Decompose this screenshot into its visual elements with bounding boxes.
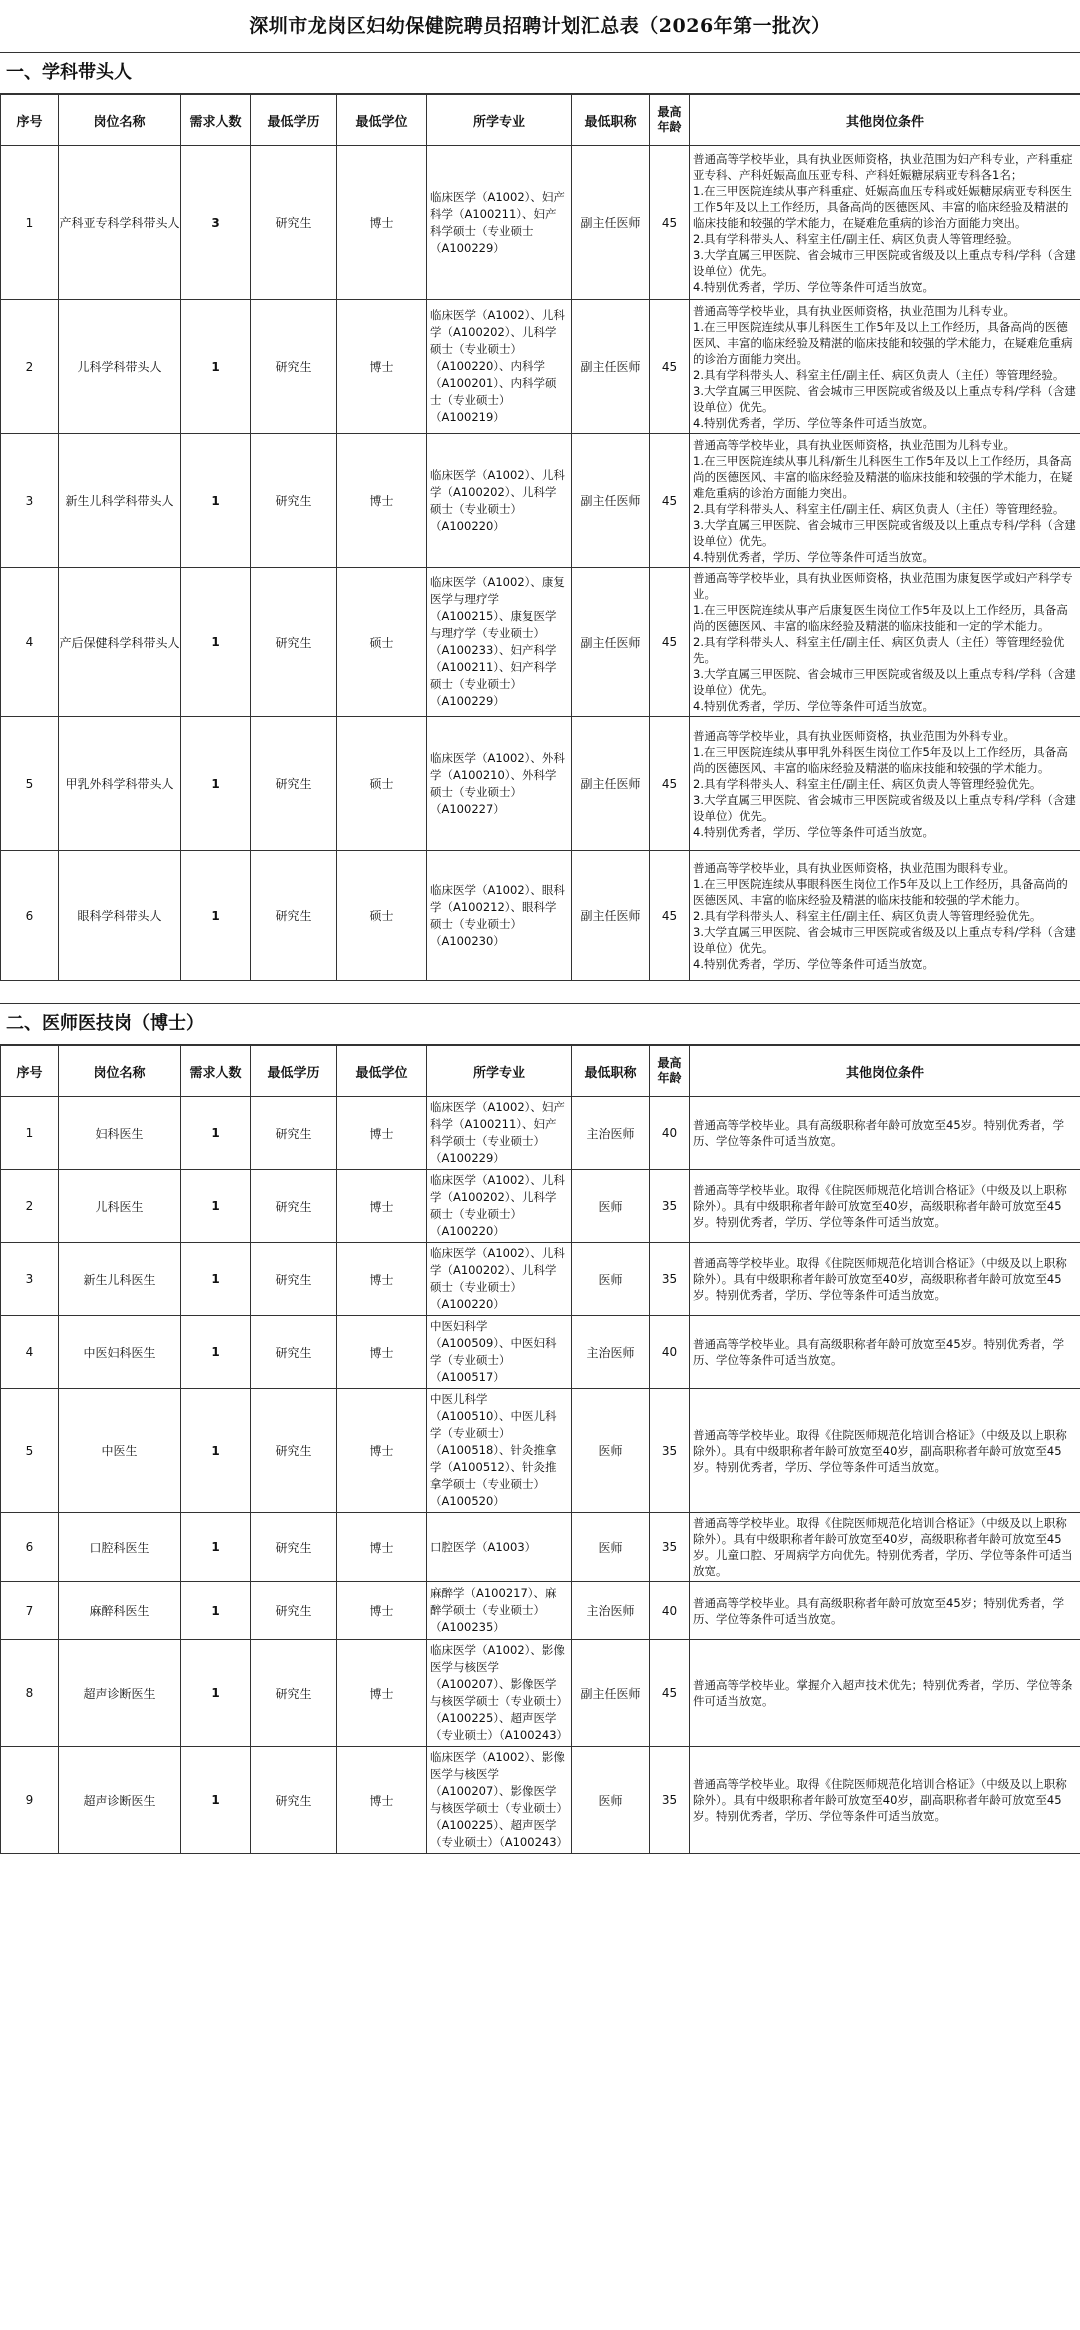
- min-degree-cell: 博士: [337, 1243, 427, 1316]
- min-education-cell: 研究生: [251, 1582, 337, 1640]
- max-age-cell: 40: [650, 1097, 690, 1170]
- position-name-cell: 超声诊断医生: [59, 1640, 181, 1747]
- position-name-cell: 产后保健科学科带头人: [59, 568, 181, 717]
- demand-count-cell: 1: [181, 1097, 251, 1170]
- position-name-cell: 新生儿科医生: [59, 1243, 181, 1316]
- table-row: [1, 146, 1080, 300]
- min-degree-cell: 博士: [337, 1582, 427, 1640]
- demand-count-cell: 1: [181, 1747, 251, 1854]
- min-degree-cell: 博士: [337, 1640, 427, 1747]
- min-title-cell: 副主任医师: [572, 851, 650, 981]
- position-name-cell: 甲乳外科学科带头人: [59, 717, 181, 851]
- other-conditions-cell: 普通高等学校毕业。取得《住院医师规范化培训合格证》（中级及以上职称除外）。具有中级职称者年龄可放宽至40岁，副高职称者年龄可放宽至45岁。特别优秀者，学历、学位等条件可适当放宽。: [690, 1389, 1080, 1513]
- table-row: [1, 1316, 1080, 1389]
- table-row: [1, 300, 1080, 434]
- max-age-cell: 45: [650, 1640, 690, 1747]
- seq-cell: 1: [1, 146, 59, 300]
- major-cell: 临床医学（A1002）、眼科学（A100212）、眼科学硕士（专业硕士）（A100230）: [427, 851, 572, 981]
- max-age-cell: 45: [650, 300, 690, 434]
- min-education-cell: 研究生: [251, 1170, 337, 1243]
- min-degree-cell: 博士: [337, 146, 427, 300]
- max-age-cell: 35: [650, 1747, 690, 1854]
- other-conditions-cell: 普通高等学校毕业，具有执业医师资格，执业范围为外科专业。 1.在三甲医院连续从事甲乳外科医生岗位工作5年及以上工作经历，具备高尚的医德医风、丰富的临床经验及精湛的临床技能和较强的学术能力。 2.具有学科带头人、科室主任/副主任、病区负责人等管理经验优先。 3.大学直属三甲医院、省会城市三甲医院或省级及以上重点专科/学科（含建设单位）优先。 4.特别优秀者，学历、学位等条件可适当放宽。: [690, 717, 1080, 851]
- position-name-cell: 妇科医生: [59, 1097, 181, 1170]
- header-demand-count: 需求人数: [181, 1046, 251, 1097]
- demand-count-cell: 1: [181, 1582, 251, 1640]
- major-cell: 中医儿科学（A100510）、中医儿科学（专业硕士）（A100518）、针灸推拿学（A100512）、针灸推拿学硕士（专业硕士）（A100520）: [427, 1389, 572, 1513]
- position-name-cell: 新生儿科学科带头人: [59, 434, 181, 568]
- header-major: 所学专业: [427, 95, 572, 146]
- table-row: [1, 1640, 1080, 1747]
- header-other-conditions: 其他岗位条件: [690, 95, 1080, 146]
- min-title-cell: 副主任医师: [572, 300, 650, 434]
- demand-count-cell: 3: [181, 146, 251, 300]
- header-min-education: 最低学历: [251, 1046, 337, 1097]
- min-education-cell: 研究生: [251, 1513, 337, 1582]
- min-degree-cell: 博士: [337, 1316, 427, 1389]
- other-conditions-cell: 普通高等学校毕业，具有执业医师资格，执业范围为妇产科专业，产科重症亚专科、产科妊娠高血压亚专科、产科妊娠糖尿病亚专科各1名； 1.在三甲医院连续从事产科重症、妊娠高血压专科或妊娠糖尿病亚专科医生工作5年及以上工作经历，具备高尚的医德医风、丰富的临床经验及精湛的临床技能和较强的学术能力，在疑难危重病的诊治方面能力突出。 2.具有学科带头人、科室主任/副主任、病区负责人等管理经验。 3.大学直属三甲医院、省会城市三甲医院或省级及以上重点专科/学科（含建设单位）优先。 4.特别优秀者，学历、学位等条件可适当放宽。: [690, 146, 1080, 300]
- min-title-cell: 副主任医师: [572, 146, 650, 300]
- header-demand-count: 需求人数: [181, 95, 251, 146]
- seq-cell: 5: [1, 1389, 59, 1513]
- max-age-cell: 35: [650, 1170, 690, 1243]
- section-title: 二、医师医技岗（博士）: [0, 1003, 1080, 1045]
- max-age-cell: 35: [650, 1243, 690, 1316]
- table-row: [1, 851, 1080, 981]
- table-row: [1, 1243, 1080, 1316]
- major-cell: 临床医学（A1002）、外科学（A100210）、外科学硕士（专业硕士）（A100227）: [427, 717, 572, 851]
- seq-cell: 3: [1, 434, 59, 568]
- min-degree-cell: 博士: [337, 1170, 427, 1243]
- min-degree-cell: 博士: [337, 300, 427, 434]
- min-education-cell: 研究生: [251, 1640, 337, 1747]
- position-name-cell: 超声诊断医生: [59, 1747, 181, 1854]
- major-cell: 临床医学（A1002）、妇产科学（A100211）、妇产科学硕士（专业硕士（A100229）: [427, 146, 572, 300]
- recruitment-table: [0, 94, 1080, 981]
- table-row: [1, 1747, 1080, 1854]
- table-row: [1, 1170, 1080, 1243]
- min-education-cell: 研究生: [251, 146, 337, 300]
- min-education-cell: 研究生: [251, 1389, 337, 1513]
- other-conditions-cell: 普通高等学校毕业，具有执业医师资格，执业范围为儿科专业。 1.在三甲医院连续从事儿科医生工作5年及以上工作经历，具备高尚的医德医风、丰富的临床经验及精湛的临床技能和较强的学术能力，在疑难危重病的诊治方面能力突出。 2.具有学科带头人、科室主任/副主任、病区负责人（主任）等管理经验。 3.大学直属三甲医院、省会城市三甲医院或省级及以上重点专科/学科（含建设单位）优先。 4.特别优秀者，学历、学位等条件可适当放宽。: [690, 300, 1080, 434]
- header-seq: 序号: [1, 95, 59, 146]
- seq-cell: 6: [1, 851, 59, 981]
- section-gap: [0, 981, 1080, 1003]
- seq-cell: 1: [1, 1097, 59, 1170]
- other-conditions-cell: 普通高等学校毕业。取得《住院医师规范化培训合格证》（中级及以上职称除外）。具有中级职称者年龄可放宽至40岁，高级职称者年龄可放宽至45岁。特别优秀者，学历、学位等条件可适当放宽。: [690, 1170, 1080, 1243]
- header-seq: 序号: [1, 1046, 59, 1097]
- min-education-cell: 研究生: [251, 1243, 337, 1316]
- major-cell: 临床医学（A1002）、儿科学（A100202）、儿科学硕士（专业硕士）（A100220）: [427, 434, 572, 568]
- max-age-cell: 35: [650, 1513, 690, 1582]
- header-min-degree: 最低学位: [337, 95, 427, 146]
- position-name-cell: 儿科医生: [59, 1170, 181, 1243]
- sections-container: [0, 52, 1080, 1854]
- max-age-cell: 45: [650, 434, 690, 568]
- seq-cell: 9: [1, 1747, 59, 1854]
- seq-cell: 2: [1, 1170, 59, 1243]
- min-title-cell: 医师: [572, 1389, 650, 1513]
- major-cell: 临床医学（A1002）、儿科学（A100202）、儿科学硕士（专业硕士）（A100220）: [427, 1170, 572, 1243]
- min-education-cell: 研究生: [251, 1316, 337, 1389]
- major-cell: 麻醉学（A100217）、麻醉学硕士（专业硕士）（A100235）: [427, 1582, 572, 1640]
- seq-cell: 7: [1, 1582, 59, 1640]
- other-conditions-cell: 普通高等学校毕业，具有执业医师资格，执业范围为儿科专业。 1.在三甲医院连续从事儿科/新生儿科医生工作5年及以上工作经历，具备高尚的医德医风、丰富的临床经验及精湛的临床技能和较强的学术能力，在疑难危重病的诊治方面能力突出。 2.具有学科带头人、科室主任/副主任、病区负责人（主任）等管理经验。 3.大学直属三甲医院、省会城市三甲医院或省级及以上重点专科/学科（含建设单位）优先。 4.特别优秀者，学历、学位等条件可适当放宽。: [690, 434, 1080, 568]
- other-conditions-cell: 普通高等学校毕业。具有高级职称者年龄可放宽至45岁。特别优秀者，学历、学位等条件可适当放宽。: [690, 1097, 1080, 1170]
- min-degree-cell: 博士: [337, 1097, 427, 1170]
- min-title-cell: 医师: [572, 1747, 650, 1854]
- major-cell: 口腔医学（A1003）: [427, 1513, 572, 1582]
- other-conditions-cell: 普通高等学校毕业，具有执业医师资格，执业范围为眼科专业。 1.在三甲医院连续从事眼科医生岗位工作5年及以上工作经历，具备高尚的医德医风、丰富的临床经验及精湛的临床技能和较强的学术能力。 2.具有学科带头人、科室主任/副主任、病区负责人等管理经验优先。 3.大学直属三甲医院、省会城市三甲医院或省级及以上重点专科/学科（含建设单位）优先。 4.特别优秀者，学历、学位等条件可适当放宽。: [690, 851, 1080, 981]
- min-education-cell: 研究生: [251, 434, 337, 568]
- demand-count-cell: 1: [181, 434, 251, 568]
- demand-count-cell: 1: [181, 1243, 251, 1316]
- header-position-name: 岗位名称: [59, 95, 181, 146]
- min-title-cell: 主治医师: [572, 1097, 650, 1170]
- header-major: 所学专业: [427, 1046, 572, 1097]
- max-age-cell: 45: [650, 146, 690, 300]
- major-cell: 临床医学（A1002）、影像医学与核医学（A100207）、影像医学与核医学硕士（专业硕士）（A100225）、超声医学（专业硕士）（A100243）: [427, 1747, 572, 1854]
- recruitment-table: [0, 1045, 1080, 1854]
- max-age-cell: 45: [650, 568, 690, 717]
- header-max-age: 最高年龄: [650, 95, 690, 146]
- demand-count-cell: 1: [181, 717, 251, 851]
- demand-count-cell: 1: [181, 1170, 251, 1243]
- demand-count-cell: 1: [181, 1640, 251, 1747]
- demand-count-cell: 1: [181, 1316, 251, 1389]
- seq-cell: 8: [1, 1640, 59, 1747]
- seq-cell: 5: [1, 717, 59, 851]
- header-min-title: 最低职称: [572, 1046, 650, 1097]
- min-title-cell: 副主任医师: [572, 1640, 650, 1747]
- major-cell: 中医妇科学（A100509）、中医妇科学（专业硕士）（A100517）: [427, 1316, 572, 1389]
- demand-count-cell: 1: [181, 1513, 251, 1582]
- min-degree-cell: 博士: [337, 1513, 427, 1582]
- max-age-cell: 45: [650, 717, 690, 851]
- demand-count-cell: 1: [181, 1389, 251, 1513]
- seq-cell: 4: [1, 568, 59, 717]
- major-cell: 临床医学（A1002）、儿科学（A100202）、儿科学硕士（专业硕士）（A100220）: [427, 1243, 572, 1316]
- position-name-cell: 中医生: [59, 1389, 181, 1513]
- position-name-cell: 产科亚专科学科带头人: [59, 146, 181, 300]
- min-title-cell: 主治医师: [572, 1316, 650, 1389]
- major-cell: 临床医学（A1002）、康复医学与理疗学（A100215）、康复医学与理疗学（专业硕士）（A100233）、妇产科学（A100211）、妇产科学硕士（专业硕士）（A100229）: [427, 568, 572, 717]
- header-max-age: 最高年龄: [650, 1046, 690, 1097]
- min-title-cell: 医师: [572, 1513, 650, 1582]
- table-row: [1, 1389, 1080, 1513]
- position-name-cell: 儿科学科带头人: [59, 300, 181, 434]
- header-min-degree: 最低学位: [337, 1046, 427, 1097]
- other-conditions-cell: 普通高等学校毕业。取得《住院医师规范化培训合格证》（中级及以上职称除外）。具有中级职称者年龄可放宽至40岁，高级职称者年龄可放宽至45岁。儿童口腔、牙周病学方向优先。特别优秀者，学历、学位等条件可适当放宽。: [690, 1513, 1080, 1582]
- header-position-name: 岗位名称: [59, 1046, 181, 1097]
- other-conditions-cell: 普通高等学校毕业。掌握介入超声技术优先；特别优秀者，学历、学位等条件可适当放宽。: [690, 1640, 1080, 1747]
- header-min-education: 最低学历: [251, 95, 337, 146]
- position-name-cell: 眼科学科带头人: [59, 851, 181, 981]
- section-title: 一、学科带头人: [0, 52, 1080, 94]
- demand-count-cell: 1: [181, 851, 251, 981]
- min-education-cell: 研究生: [251, 717, 337, 851]
- position-name-cell: 麻醉科医生: [59, 1582, 181, 1640]
- min-education-cell: 研究生: [251, 1747, 337, 1854]
- min-education-cell: 研究生: [251, 851, 337, 981]
- max-age-cell: 40: [650, 1316, 690, 1389]
- demand-count-cell: 1: [181, 568, 251, 717]
- min-education-cell: 研究生: [251, 300, 337, 434]
- position-name-cell: 口腔科医生: [59, 1513, 181, 1582]
- major-cell: 临床医学（A1002）、妇产科学（A100211）、妇产科学硕士（专业硕士）（A100229）: [427, 1097, 572, 1170]
- demand-count-cell: 1: [181, 300, 251, 434]
- min-degree-cell: 硕士: [337, 717, 427, 851]
- major-cell: 临床医学（A1002）、儿科学（A100202）、儿科学硕士（专业硕士）（A100220）、内科学（A100201）、内科学硕士（专业硕士）（A100219）: [427, 300, 572, 434]
- table-row: [1, 717, 1080, 851]
- min-title-cell: 副主任医师: [572, 717, 650, 851]
- max-age-cell: 35: [650, 1389, 690, 1513]
- table-row: [1, 1097, 1080, 1170]
- min-degree-cell: 博士: [337, 434, 427, 568]
- other-conditions-cell: 普通高等学校毕业，具有执业医师资格，执业范围为康复医学或妇产科学专业。 1.在三甲医院连续从事产后康复医生岗位工作5年及以上工作经历，具备高尚的医德医风、丰富的临床经验及精湛的临床技能和一定的学术能力。 2.具有学科带头人、科室主任/副主任、病区负责人（主任）等管理经验优先。 3.大学直属三甲医院、省会城市三甲医院或省级及以上重点专科/学科（含建设单位）优先。 4.特别优秀者，学历、学位等条件可适当放宽。: [690, 568, 1080, 717]
- position-name-cell: 中医妇科医生: [59, 1316, 181, 1389]
- header-other-conditions: 其他岗位条件: [690, 1046, 1080, 1097]
- other-conditions-cell: 普通高等学校毕业。取得《住院医师规范化培训合格证》（中级及以上职称除外）。具有中级职称者年龄可放宽至40岁，高级职称者年龄可放宽至45岁。特别优秀者，学历、学位等条件可适当放宽。: [690, 1243, 1080, 1316]
- max-age-cell: 40: [650, 1582, 690, 1640]
- min-degree-cell: 硕士: [337, 568, 427, 717]
- table-header-row: [1, 95, 1080, 146]
- max-age-cell: 45: [650, 851, 690, 981]
- min-title-cell: 医师: [572, 1243, 650, 1316]
- min-education-cell: 研究生: [251, 1097, 337, 1170]
- min-degree-cell: 硕士: [337, 851, 427, 981]
- other-conditions-cell: 普通高等学校毕业。取得《住院医师规范化培训合格证》（中级及以上职称除外）。具有中级职称者年龄可放宽至40岁，副高职称者年龄可放宽至45岁。特别优秀者，学历、学位等条件可适当放宽。: [690, 1747, 1080, 1854]
- table-row: [1, 1582, 1080, 1640]
- min-degree-cell: 博士: [337, 1389, 427, 1513]
- table-row: [1, 1513, 1080, 1582]
- min-title-cell: 副主任医师: [572, 434, 650, 568]
- min-title-cell: 医师: [572, 1170, 650, 1243]
- major-cell: 临床医学（A1002）、影像医学与核医学（A100207）、影像医学与核医学硕士（专业硕士）（A100225）、超声医学（专业硕士）（A100243）: [427, 1640, 572, 1747]
- seq-cell: 6: [1, 1513, 59, 1582]
- min-title-cell: 副主任医师: [572, 568, 650, 717]
- table-header-row: [1, 1046, 1080, 1097]
- min-title-cell: 主治医师: [572, 1582, 650, 1640]
- page-title: 深圳市龙岗区妇幼保健院聘员招聘计划汇总表（2026年第一批次）: [249, 15, 831, 37]
- min-education-cell: 研究生: [251, 568, 337, 717]
- seq-cell: 2: [1, 300, 59, 434]
- other-conditions-cell: 普通高等学校毕业。具有高级职称者年龄可放宽至45岁。特别优秀者，学历、学位等条件可适当放宽。: [690, 1316, 1080, 1389]
- min-degree-cell: 博士: [337, 1747, 427, 1854]
- header-min-title: 最低职称: [572, 95, 650, 146]
- other-conditions-cell: 普通高等学校毕业。具有高级职称者年龄可放宽至45岁；特别优秀者，学历、学位等条件可适当放宽。: [690, 1582, 1080, 1640]
- table-row: [1, 568, 1080, 717]
- seq-cell: 3: [1, 1243, 59, 1316]
- seq-cell: 4: [1, 1316, 59, 1389]
- table-row: [1, 434, 1080, 568]
